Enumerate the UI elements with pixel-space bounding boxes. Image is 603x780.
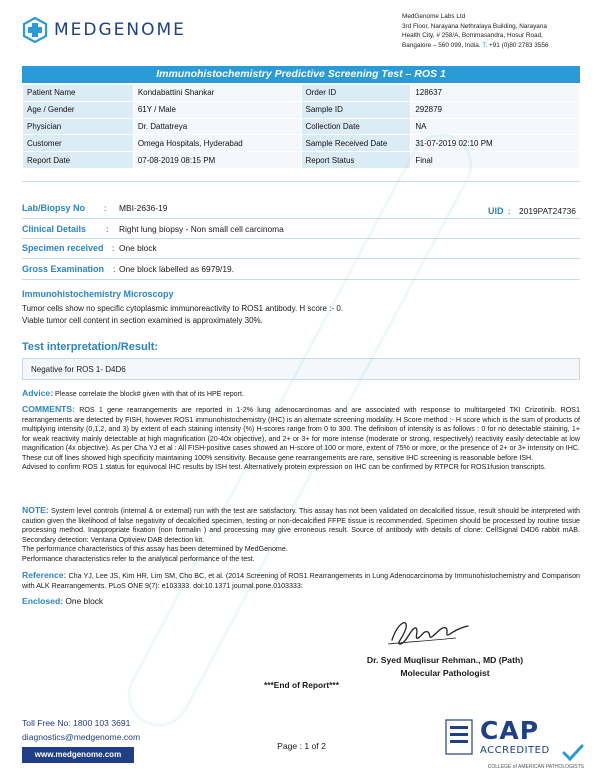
- signature-icon: [386, 614, 476, 650]
- clinical-details-sep: :: [106, 224, 109, 234]
- address-city: Bangalore – 560 099, India.: [402, 41, 483, 49]
- signatory-title: Molecular Pathologist: [400, 668, 490, 678]
- note-label: NOTE:: [22, 505, 49, 515]
- table-row: [23, 135, 580, 152]
- lab-biopsy-sep: :: [104, 203, 107, 213]
- table-row: [23, 118, 580, 135]
- label-cell: Sample Received Date: [301, 135, 411, 152]
- specimen-field: [22, 243, 157, 253]
- value-cell: Final: [411, 152, 580, 169]
- specimen-sep: :: [112, 243, 115, 253]
- specimen-value: One block: [119, 243, 157, 253]
- label-cell: Report Date: [23, 152, 134, 169]
- advice-label: Advice:: [22, 388, 54, 398]
- clinical-details-field: [22, 224, 284, 234]
- comments-section: [22, 405, 580, 473]
- email-link[interactable]: diagnostics@medgenome.com: [22, 732, 141, 742]
- label-cell: Physician: [23, 118, 134, 135]
- value-cell: 292879: [411, 101, 580, 118]
- uid-value: 2019PAT24736: [519, 206, 576, 216]
- microscopy-line: Tumor cells show no specific cytoplasmic immunoreactivity to ROS1 antibody. H score :- 0.: [22, 304, 343, 313]
- value-cell: 31-07-2019 02:10 PM: [411, 135, 580, 152]
- comments-text-2: Advised to confirm ROS 1 status for equivocal IHC results by ISH test. Alternatively protein expression on IHC can be confirmed by RTPCR for ROS1fusion transcripts.: [22, 463, 546, 471]
- divider: [22, 218, 580, 219]
- cap-badge-icon: [444, 718, 478, 760]
- advice-text: Please correlate the block# given with that of its HPE report.: [53, 390, 244, 398]
- signatory-block: [355, 654, 535, 680]
- cap-word: CAP: [480, 716, 540, 745]
- lab-biopsy-label: Lab/Biopsy No: [22, 203, 86, 213]
- patient-info-table: [22, 84, 580, 169]
- value-cell: 128637: [411, 85, 580, 102]
- label-cell: Collection Date: [301, 118, 411, 135]
- enclosed-text: One block: [63, 596, 104, 606]
- cap-accredited: ACCREDITED: [480, 745, 550, 756]
- uid-label: UID: [488, 206, 504, 216]
- label-cell: Age / Gender: [23, 101, 134, 118]
- address-line: Health City, # 258/A, Bommasandra, Hosur Road,: [402, 32, 543, 40]
- reference-label: Reference:: [22, 570, 67, 580]
- clinical-details-value: Right lung biopsy - Non small cell carcinoma: [119, 224, 284, 234]
- comments-label: COMMENTS:: [22, 404, 75, 414]
- lab-biopsy-field: [22, 203, 168, 213]
- specimen-label: Specimen received: [22, 243, 104, 253]
- address-line: 3rd Floor, Narayana Nethralaya Building, Narayana: [402, 22, 547, 30]
- lab-biopsy-value: MBI-2636-19: [119, 203, 168, 213]
- comments-text: ROS 1 gene rearrangements are reported in 1-2% lung adenocarcinomas and are associated with response to multitargeted TKI Crizotinib. ROS1 rearrangements are detected by FISH, however ROS1 immunohistochemistry (IHC) is an alternate screening modality. H Score method :- H score which is the sum of products of multiplying intensity (0,1,2, and 3) by extent of each staining intensity (%) H-scores range from 0 to 300. The definition of intensity is as follows : 0 for no detectable staining, 1+ for weak reactivity mainly detectable at high magnification (20-40x objective), and 2+ or 3+ for more intense (moderate or strong, respectively) reactivity easily detectable at low magnification (4x objective). As per Cha YJ et al : All FISH-positive cases showed an H-score of 100 or more, extent of 75% or more, or the presence of 2+ or 3+ intensity on IHC. These cut off lines showed high specificity maintaining 100% sensitivity. Because gene rearrangements are rare, sensitive IHC screening is reasonable before ISH.: [22, 406, 580, 462]
- divider: [22, 258, 580, 259]
- page-number: Page : 1 of 2: [277, 741, 326, 751]
- toll-free-number: Toll Free No: 1800 103 3691: [22, 718, 131, 728]
- divider: [22, 238, 580, 239]
- signatory-name: Dr. Syed Muqlisur Rehman., MD (Path): [366, 655, 524, 665]
- lab-address: [402, 12, 598, 50]
- gross-exam-field: [22, 264, 235, 274]
- advice-section: [22, 389, 580, 400]
- table-row: [23, 101, 580, 118]
- microscopy-line: Viable tumor cell content in section examined is approximately 30%.: [22, 315, 263, 325]
- interpretation-title: Test interpretation/Result:: [22, 341, 159, 353]
- note-line: The performance characteristics of this assay has been determined by MedGenome.: [22, 545, 288, 553]
- label-cell: Sample ID: [301, 101, 411, 118]
- checkmark-icon: [562, 744, 584, 762]
- value-cell: Dr. Dattatreya: [133, 118, 301, 135]
- end-of-report: ***End of Report***: [264, 680, 339, 690]
- table-row: [23, 152, 580, 169]
- gross-exam-value: One block labelled as 6979/19.: [119, 264, 235, 274]
- report-header: [0, 0, 603, 60]
- table-row: [23, 85, 580, 102]
- uid-sep: :: [508, 206, 511, 216]
- label-cell: Order ID: [301, 85, 411, 102]
- value-cell: Omega Hospitals, Hyderabad: [133, 135, 301, 152]
- report-title: Immunohistochemistry Predictive Screening Test – ROS 1: [22, 66, 580, 83]
- note-line: Performance characteristics refer to the analytical performance of the test.: [22, 554, 255, 563]
- report-footer: [0, 712, 603, 780]
- logo: [22, 17, 186, 43]
- cap-college: COLLEGE of AMERICAN PATHOLOGISTS: [487, 764, 584, 770]
- medgenome-logo-icon: [22, 17, 48, 43]
- microscopy-title: Immunohistochemistry Microscopy: [22, 289, 174, 299]
- value-cell: Kondabattini Shankar: [133, 85, 301, 102]
- website-link[interactable]: www.medgenome.com: [22, 747, 134, 763]
- note-section: [22, 506, 580, 564]
- tel-prefix: T:: [482, 41, 488, 49]
- label-cell: Report Status: [301, 152, 411, 169]
- address-line: MedGenome Labs Ltd: [402, 13, 466, 20]
- microscopy-text: [22, 303, 582, 326]
- address-line: [402, 41, 598, 51]
- result-box: Negative for ROS 1- D4D6: [22, 358, 580, 380]
- tel-number: +91 (0)80 2783 3556: [487, 41, 549, 49]
- note-text: System level controls (internal & or external) run with the test are satisfactory. This assay has not been validated on decalcified tissue, result should be interpreted with caution given the likelihood of false negativity of decalcified specimen, testing or non-decalcified FFPE tissue is recommended. Specimen should be processed by routine tissue processing method. Inappropriate fixation (non formalin ) and processing may give erroneous result. Source of antibody with details of clone: CellSignal D4D6 rabbit mAB. Secondary detection: Ventana Optiview DAB detection kit.: [22, 507, 580, 544]
- uid-field: [488, 206, 576, 216]
- enclosed-section: [22, 597, 580, 608]
- divider: [22, 181, 580, 182]
- enclosed-label: Enclosed:: [22, 596, 64, 606]
- value-cell: NA: [411, 118, 580, 135]
- gross-exam-sep: :: [113, 264, 116, 274]
- logo-text: MEDGENOME: [54, 20, 186, 40]
- value-cell: 07-08-2019 08:15 PM: [133, 152, 301, 169]
- label-cell: Patient Name: [23, 85, 134, 102]
- reference-text: Cha YJ, Lee JS, Kim HR, Lim SM, Cho BC, et al. (2014 Screening of ROS1 Rearrangements in Lung Adenocarcinoma by Immunohistochemistry and Comparison with ALK Rearrangements. PLoS ONE 9(7): e103333. doi:10.1371 journal.pone.0103333:: [22, 572, 580, 590]
- divider: [22, 279, 580, 280]
- value-cell: 61Y / Male: [133, 101, 301, 118]
- cap-logo-icon: [444, 716, 584, 776]
- gross-exam-label: Gross Examination: [22, 264, 105, 274]
- reference-section: [22, 571, 580, 591]
- label-cell: Customer: [23, 135, 134, 152]
- clinical-details-label: Clinical Details: [22, 224, 87, 234]
